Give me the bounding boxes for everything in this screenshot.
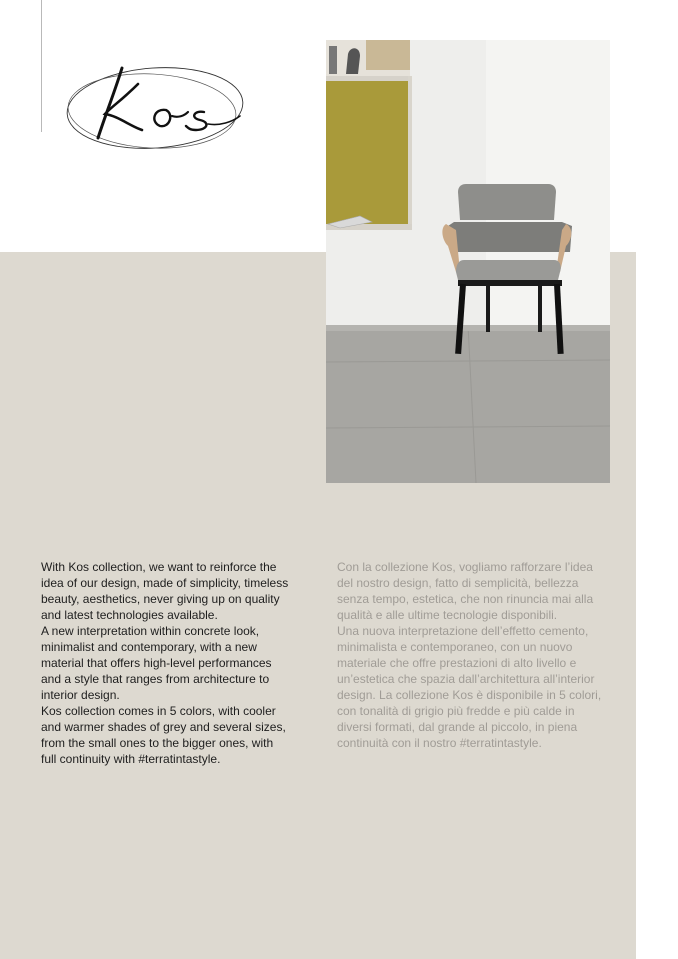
italian-paragraph: Una nuova interpretazione dell’effetto cemento, minimalista e contemporaneo, con un nuovo materiale che offre prestazioni di alto livello e un’estetica che spazia dall’architettura all’interior design. La collezione Kos è disponibile in 5 colori, con tonalità di grigio più fredde e più calde in diversi formati, dal grande al piccolo, in piena continuità con il nostro #terratintastyle. — [337, 624, 602, 750]
kos-logo — [60, 56, 250, 166]
english-paragraph: With Kos collection, we want to reinforce the idea of our design, made of simplicity, timeless beauty, aesthetics, never giving up on quality and latest technologies available. — [41, 560, 289, 622]
kos-script-icon — [60, 56, 250, 166]
english-paragraph: A new interpretation within concrete look, minimalist and contemporary, with a new material that offers high-level performances and a style that ranges from architecture to interior design. — [41, 624, 272, 702]
vertical-divider — [41, 0, 42, 132]
italian-paragraph: Con la collezione Kos, vogliamo rafforzare l’idea del nostro design, fatto di semplicità, bellezza senza tempo, estetica, che non rinuncia mai alla qualità e alle ultime tecnologie disponibili. — [337, 560, 594, 622]
italian-text-block — [337, 559, 607, 751]
english-paragraph: Kos collection comes in 5 colors, with cooler and warmer shades of grey and several sizes, from the small ones to the bigger ones, with full continuity with #terratintastyle. — [41, 704, 286, 766]
interior-photo — [326, 40, 610, 483]
olive-niche — [326, 81, 408, 225]
english-text-block — [41, 559, 291, 767]
